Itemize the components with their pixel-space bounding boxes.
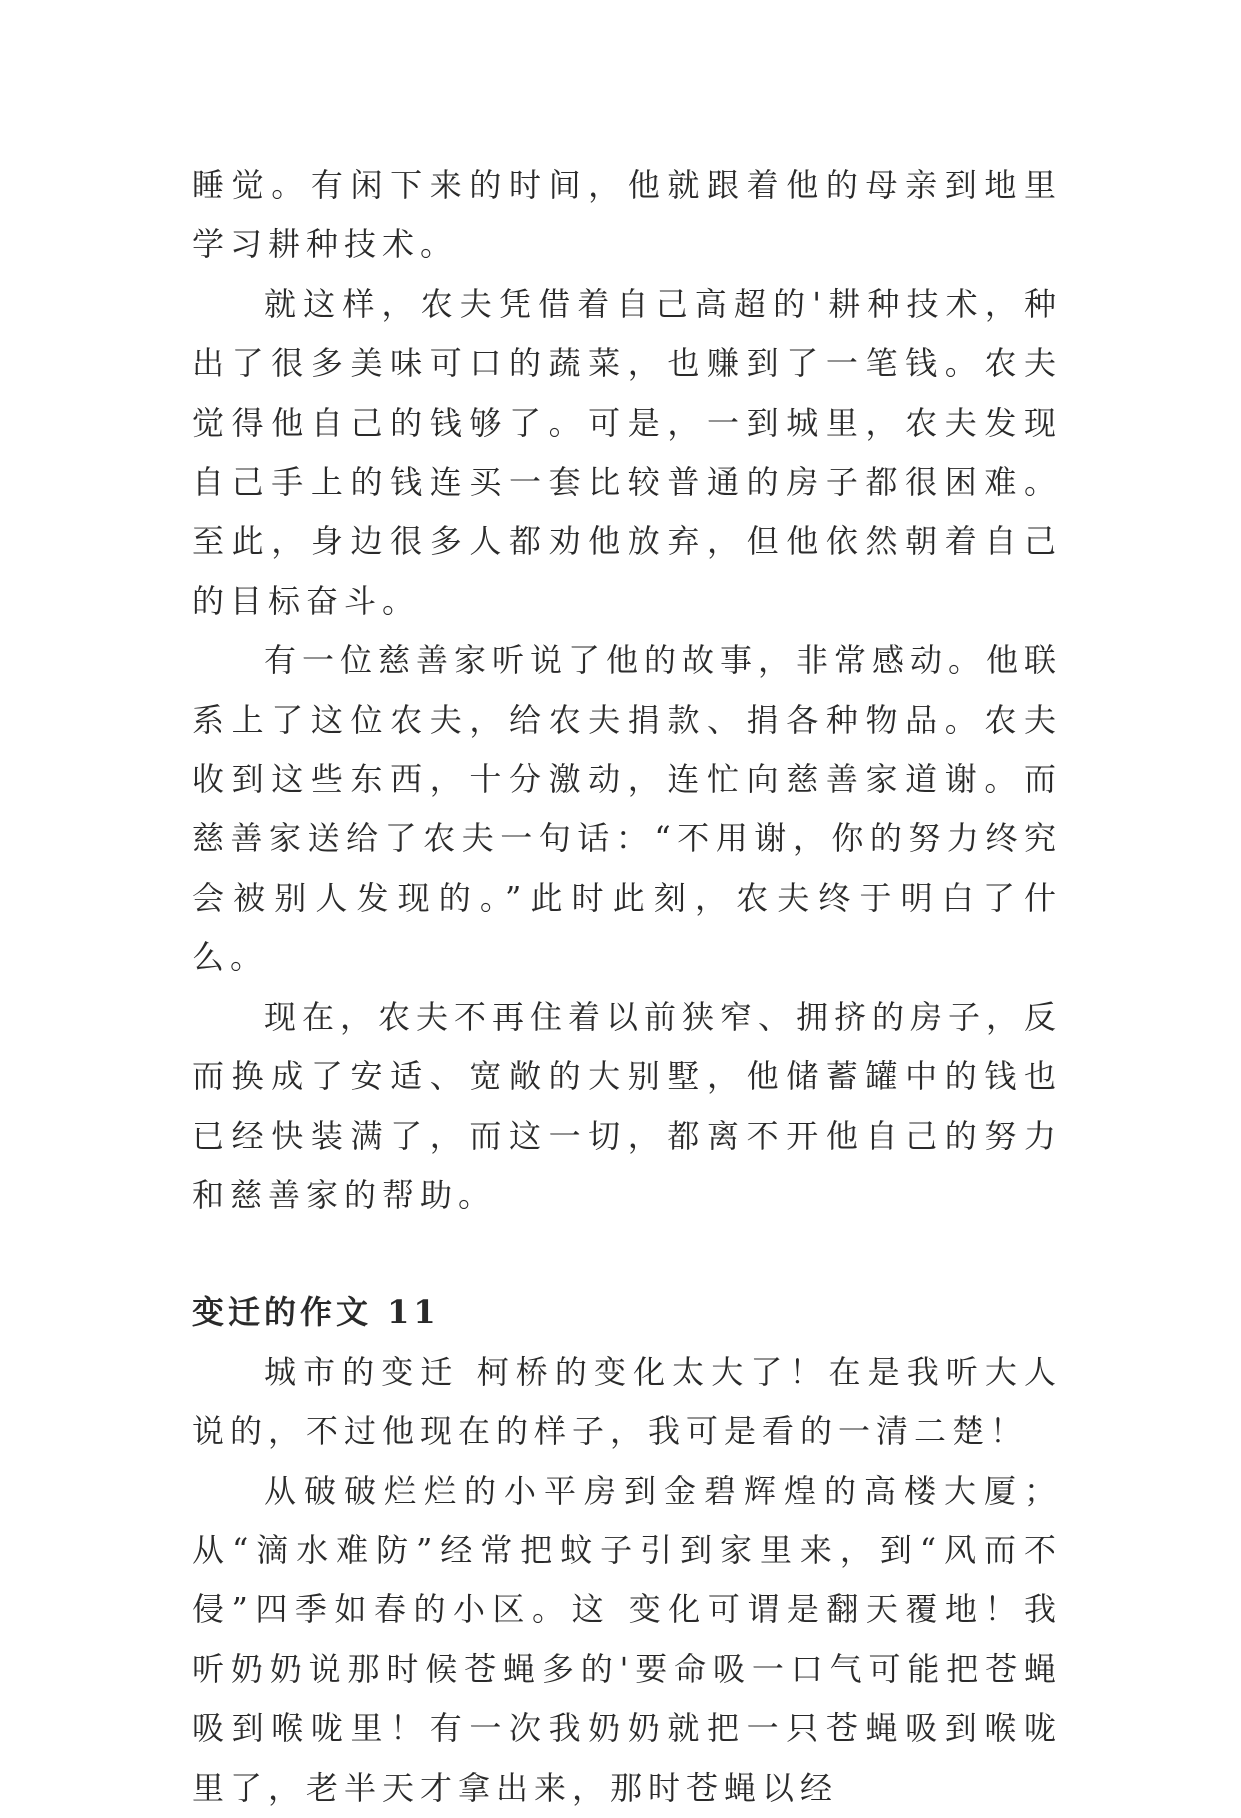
paragraph-farmer-skills: 就这样，农夫凭借着自己高超的'耕种技术，种出了很多美味可口的蔬菜，也赚到了一笔钱。农夫觉得他自己的钱够了。可是，一到城里，农夫发现自己手上的钱连买一套比较普通的房子都很困难。至此，身边很多人都劝他放弃，但他依然朝着自己的目标奋斗。 bbox=[192, 284, 1062, 620]
section-title: 变迁的作文 11 bbox=[192, 1293, 440, 1332]
document-body bbox=[192, 156, 1062, 1818]
paragraph-city-change: 城市的变迁 柯桥的变化太大了！在是我听大人说的，不过他现在的样子，我可是看的一清二楚！ bbox=[192, 1352, 1062, 1451]
paragraph-present: 现在，农夫不再住着以前狭窄、拥挤的房子，反而换成了安适、宽敞的大别墅，他储蓄罐中的钱也已经快装满了，而这一切，都离不开他自己的努力和慈善家的帮助。 bbox=[192, 997, 1063, 1214]
paragraph-transformation: 从破破烂烂的小平房到金碧辉煌的高楼大厦；从“滴水难防”经常把蚊子引到家里来，到“风而不侵”四季如春的小区。这 变化可谓是翻天覆地！我听奶奶说那时候苍蝇多的'要命吸一口气可能把苍蝇吸到喉咙里！有一次我奶奶就把一只苍蝇吸到喉咙里了，老半天才拿出来，那时苍蝇以经 bbox=[192, 1471, 1062, 1807]
paragraph-continued: 睡觉。有闲下来的时间，他就跟着他的母亲到地里学习耕种技术。 bbox=[192, 166, 1062, 264]
paragraph-philanthropist: 有一位慈善家听说了他的故事，非常感动。他联系上了这位农夫，给农夫捐款、捐各种物品。农夫收到这些东西，十分激动，连忙向慈善家道谢。而慈善家送给了农夫一句话：“不用谢，你的努力终究会被别人发现的。”此时此刻，农夫终于明白了什么。 bbox=[192, 641, 1063, 977]
